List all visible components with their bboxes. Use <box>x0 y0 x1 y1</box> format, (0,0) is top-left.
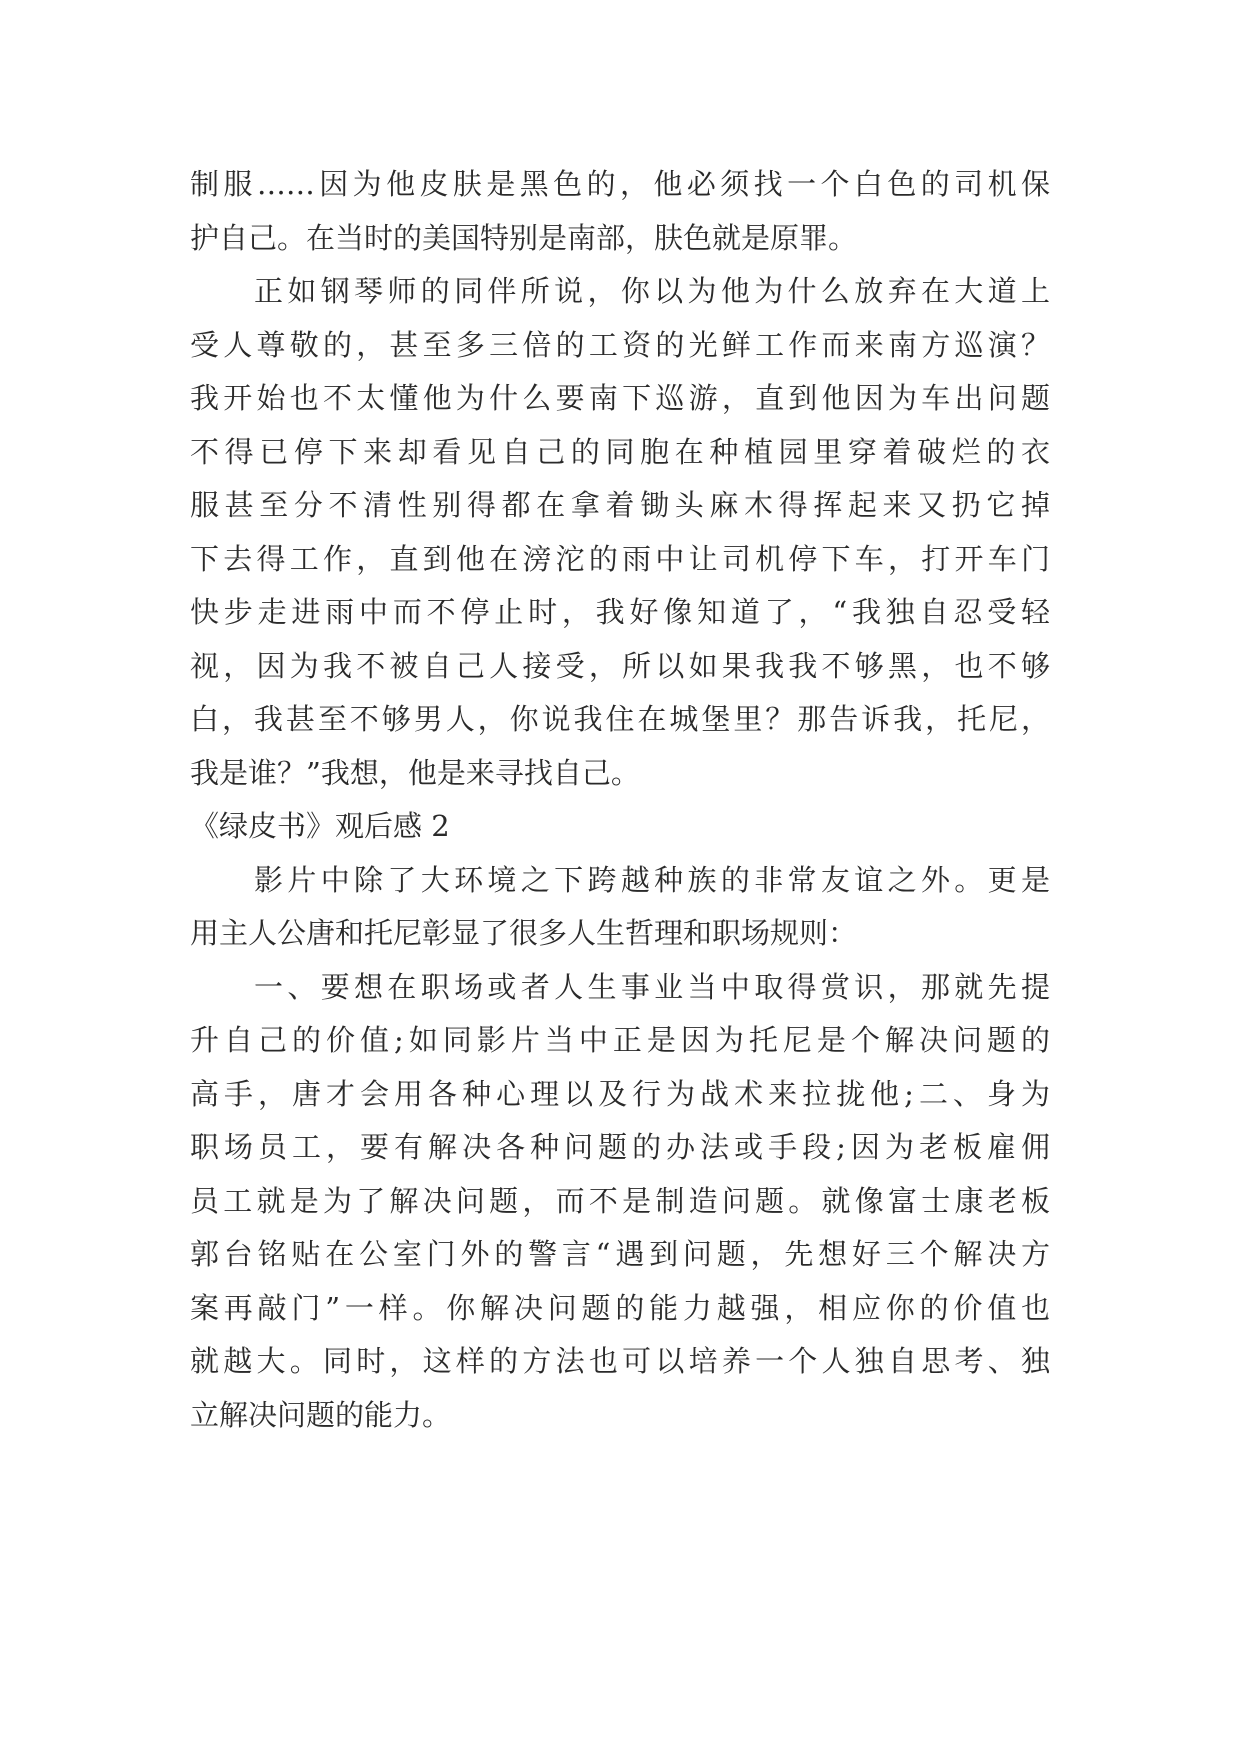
paragraph-line: 护自己。在当时的美国特别是南部，肤色就是原罪。 <box>190 220 858 255</box>
paragraph-intro <box>190 854 1050 961</box>
paragraph-line: 制服……因为他皮肤是黑色的，他必须找一个白色的司机保 <box>190 167 1050 201</box>
paragraph-line: 不得已停下来却看见自己的同胞在种植园里穿着破烂的衣 <box>190 434 1050 469</box>
paragraph-line: 影片中除了大环境之下跨越种族的非常友谊之外。更是 <box>254 862 1050 897</box>
paragraph-line: 立解决问题的能力。 <box>190 1397 452 1432</box>
paragraph-line: 视，因为我不被自己人接受，所以如果我我不够黑，也不够 <box>190 648 1050 683</box>
paragraph-lessons <box>190 961 1050 1443</box>
paragraph-line: 白，我甚至不够男人，你说我住在城堡里？那告诉我，托尼， <box>190 702 1050 736</box>
paragraph-pianist <box>190 265 1050 800</box>
paragraph-line: 职场员工，要有解决各种问题的办法或手段;因为老板雇佣 <box>190 1130 1050 1164</box>
paragraph-continuation <box>190 158 1050 265</box>
paragraph-line: 我是谁？”我想，他是来寻找自己。 <box>190 755 640 790</box>
paragraph-line: 下去得工作，直到他在滂沱的雨中让司机停下车，打开车门 <box>190 541 1050 576</box>
paragraph-line: 我开始也不太懂他为什么要南下巡游，直到他因为车出问题 <box>190 381 1050 415</box>
paragraph-line: 升自己的价值;如同影片当中正是因为托尼是个解决问题的 <box>190 1023 1050 1057</box>
paragraph-line: 高手，唐才会用各种心理以及行为战术来拉拢他;二、身为 <box>190 1076 1050 1111</box>
section-heading: 《绿皮书》观后感 2 <box>190 809 450 843</box>
paragraph-line: 正如钢琴师的同伴所说，你以为他为什么放弃在大道上 <box>254 274 1050 308</box>
paragraph-line: 郭台铭贴在公室门外的警言“遇到问题，先想好三个解决方 <box>190 1237 1050 1271</box>
paragraph-line: 服甚至分不清性别得都在拿着锄头麻木得挥起来又扔它掉 <box>190 488 1050 522</box>
paragraph-line: 就越大。同时，这样的方法也可以培养一个人独自思考、独 <box>190 1344 1050 1378</box>
paragraph-line: 一、要想在职场或者人生事业当中取得赏识，那就先提 <box>254 969 1050 1004</box>
paragraph-line: 用主人公唐和托尼彰显了很多人生哲理和职场规则： <box>190 916 858 950</box>
paragraph-line: 案再敲门”一样。你解决问题的能力越强，相应你的价值也 <box>190 1290 1050 1325</box>
document-body <box>190 158 1050 1442</box>
paragraph-line: 员工就是为了解决问题，而不是制造问题。就像富士康老板 <box>190 1183 1050 1218</box>
paragraph-line: 受人尊敬的，甚至多三倍的工资的光鲜工作而来南方巡演？ <box>190 327 1050 362</box>
paragraph-line: 快步走进雨中而不停止时，我好像知道了，“我独自忍受轻 <box>190 595 1050 629</box>
